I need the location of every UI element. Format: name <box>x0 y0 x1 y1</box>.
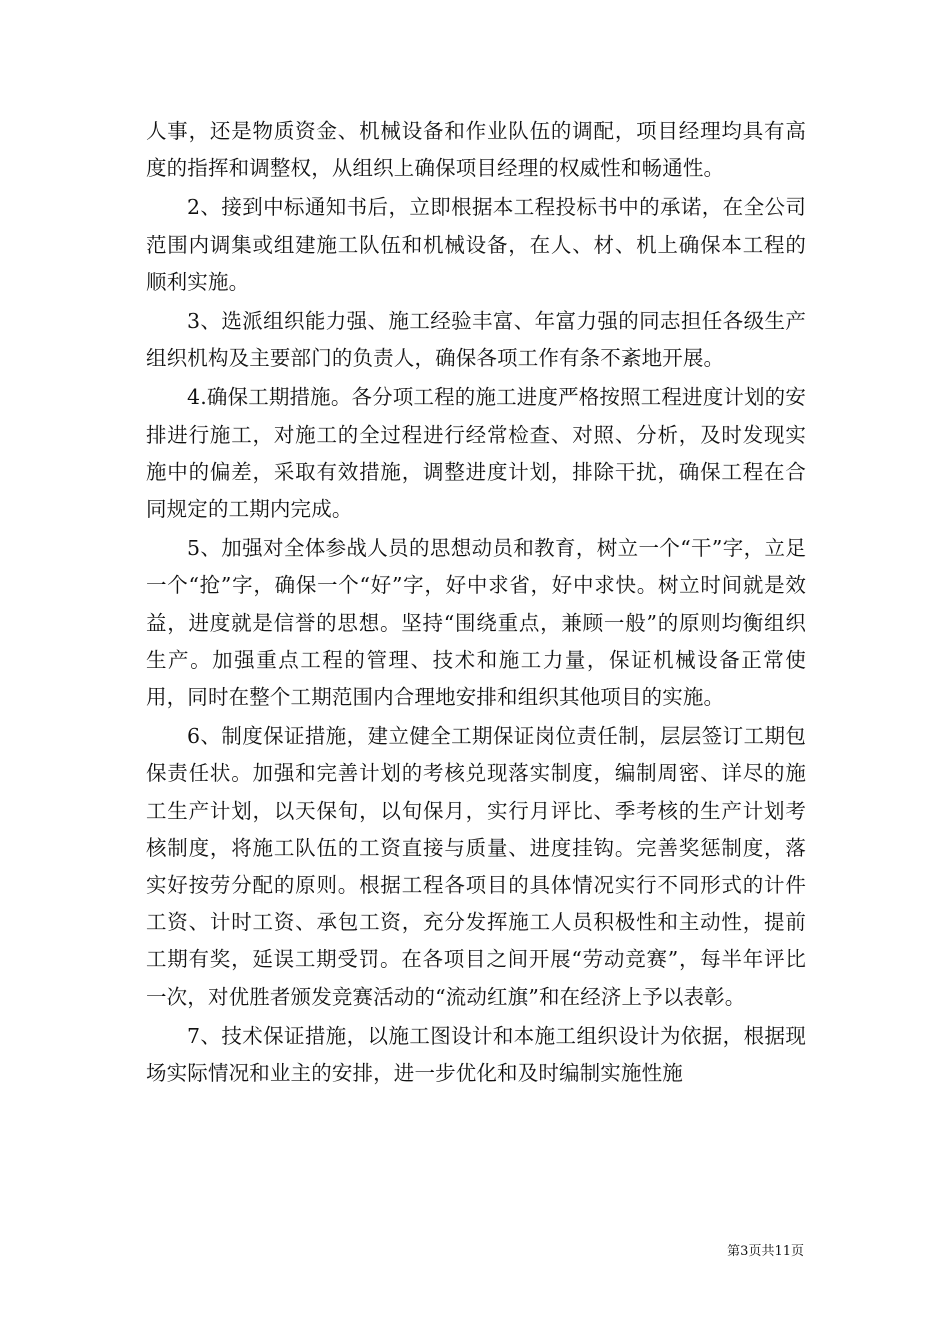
paragraph-item-6: 6、制度保证措施，建立健全工期保证岗位责任制，层层签订工期包保责任状。加强和完善计划的考核兑现落实制度，编制周密、详尽的施工生产计划，以天保旬，以旬保月，实行月评比、季考核的生产计划考核制度，将施工队伍的工资直接与质量、进度挂钩。完善奖惩制度，落实好按劳分配的原则。根据工程各项目的具体情况实行不同形式的计件工资、计时工资、承包工资，充分发挥施工人员积极性和主动性，提前工期有奖，延误工期受罚。在各项目之间开展“劳动竞赛”，每半年评比一次，对优胜者颁发竞赛活动的“流动红旗”和在经济上予以表彰。 <box>146 724 806 1009</box>
page-number: 第3页共11页 <box>727 1244 804 1259</box>
paragraph-item-5: 5、加强对全体参战人员的思想动员和教育，树立一个“干”字，立足一个“抢”字，确保一个“好”字，好中求省，好中求快。树立时间就是效益，进度就是信誉的思想。坚持“围绕重点，兼顾一般”的原则均衡组织生产。加强重点工程的管理、技术和施工力量，保证机械设备正常使用，同时在整个工期范围内合理地安排和组织其他项目的实施。 <box>146 536 806 710</box>
paragraph-item-4: 4.确保工期措施。各分项工程的施工进度严格按照工程进度计划的安排进行施工，对施工的全过程进行经常检查、对照、分析，及时发现实施中的偏差，采取有效措施，调整进度计划，排除干扰，确保工程在合同规定的工期内完成。 <box>146 385 806 522</box>
paragraph-item-3: 3、选派组织能力强、施工经验丰富、年富力强的同志担任各级生产组织机构及主要部门的负责人，确保各项工作有条不紊地开展。 <box>146 309 806 371</box>
paragraph-item-2: 2、接到中标通知书后，立即根据本工程投标书中的承诺，在全公司范围内调集或组建施工队伍和机械设备，在人、材、机上确保本工程的顺利实施。 <box>146 195 806 294</box>
paragraph-item-7: 7、技术保证措施，以施工图设计和本施工组织设计为依据，根据现场实际情况和业主的安排，进一步优化和及时编制实施性施 <box>146 1023 806 1086</box>
document-body <box>146 113 806 1092</box>
paragraph-continued: 人事，还是物质资金、机械设备和作业队伍的调配，项目经理均具有高度的指挥和调整权，从组织上确保项目经理的权威性和畅通性。 <box>146 119 806 181</box>
